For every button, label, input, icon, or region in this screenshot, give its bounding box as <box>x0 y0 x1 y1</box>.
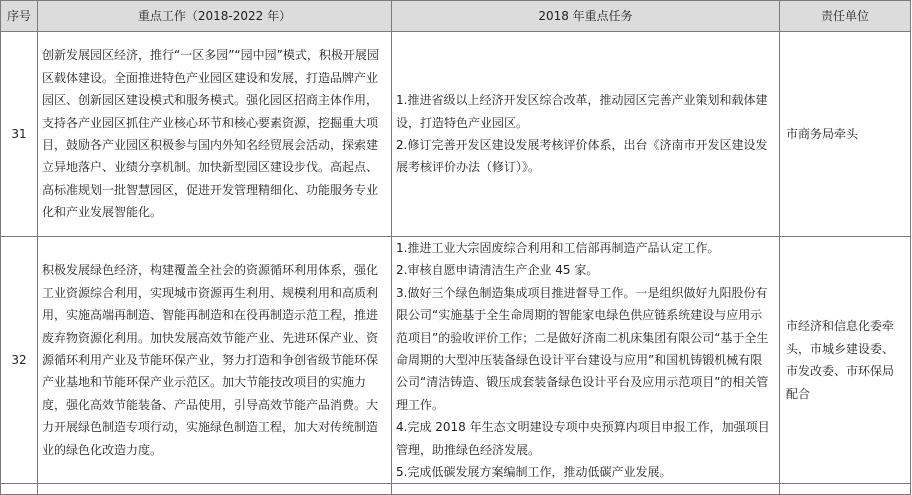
row-number: 31 <box>1 32 38 237</box>
header-unit: 责任单位 <box>780 1 911 32</box>
task-item: 1.推进省级以上经济开发区综合改革，推动园区完善产业策划和载体建设，打造特色产业园区。 <box>396 93 768 130</box>
task-item: 1.推进工业大宗固废综合利用和工信部再制造产品认定工作。 <box>396 241 720 255</box>
table-row <box>1 237 911 484</box>
task-item: 5.完成低碳发展方案编制工作，推动低碳产业发展。 <box>396 465 672 480</box>
annual-task-cell <box>392 32 780 237</box>
task-item: 3.做好三个绿色制造集成项目推进督导工作。一是组织做好九阳股份有限公司“实施基于全生命周期的智能家电绿色供应链系统建设与应用示范项目”的验收评价工作；二是做好济南二机床集团有限公司“基于全生命周期的大型冲压装备绿色设计平台建设与应用”和国机铸锻机械有限公司“清洁铸造、锻压成套装备绿色设计平台及应用示范项目”的相关管理工作。 <box>396 285 769 412</box>
key-work-cell: 创新发展园区经济，推行“一区多园”“园中园”模式，积极开展园区载体建设。全面推进特色产业园区建设和发展，打造品牌产业园区、创新园区建设模式和服务模式。强化园区招商主体作用，支持各产业园区抓住产业核心环节和核心要素资源，挖掘重大项目，鼓励各产业园区积极参与国内外知名经贸展会活动，探索建立异地落户、业绩分享机制。加快新型园区建设步伐。高起点、高标准规划一批智慧园区，促进开发管理精细化、功能服务专业化和产业发展智能化。 <box>38 32 392 237</box>
responsible-unit-cell: 市商务局牵头 <box>780 32 911 237</box>
header-num: 序号 <box>1 1 38 32</box>
annual-task-cell <box>392 237 780 484</box>
header-task: 2018 年重点任务 <box>392 1 780 32</box>
next-row-top <box>1 484 911 495</box>
task-item: 4.完成 2018 年生态文明建设专项中央预算内项目申报工作，加强项目管理，助推绿色经济发展。 <box>396 420 770 457</box>
header-work: 重点工作（2018-2022 年） <box>38 1 392 32</box>
header-row <box>1 1 911 32</box>
task-item: 2.修订完善开发区建设发展考核评价体系，出台《济南市开发区建设发展考核评价办法（修订）》。 <box>396 138 768 175</box>
task-item: 2.审核自愿申请清洁生产企业 45 家。 <box>396 263 599 278</box>
key-work-cell: 积极发展绿色经济，构建覆盖全社会的资源循环利用体系，强化工业资源综合利用，实现城市资源再生利用、规模利用和高质利用，实施高端再制造、智能再制造和在役再制造示范工程，推进废弃物资源化利用。加快发展高效节能产业、先进环保产业、资源循环利用产业及节能环保产业，努力打造和争创省级节能环保产业基地和节能环保产业示范区。加大节能技改项目的实施力度，强化高效节能装备、产品使用，引导高效节能产品消费。大力开展绿色制造专项行动，实施绿色制造工程，加大对传统制造业的绿色化改造力度。 <box>38 237 392 484</box>
row-number: 32 <box>1 237 38 484</box>
responsible-unit-cell: 市经济和信息化委牵头，市城乡建设委、市发改委、市环保局配合 <box>780 237 911 484</box>
table-row <box>1 32 911 237</box>
